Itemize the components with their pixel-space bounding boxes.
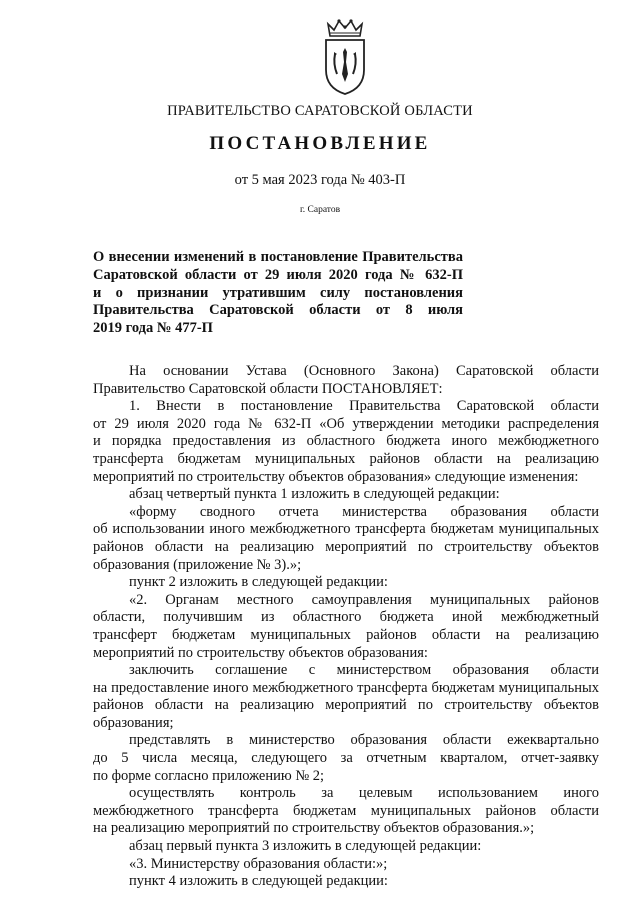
title-line: и о признании утратившим силу постановления: [93, 284, 463, 301]
body-line: Правительство Саратовской области ПОСТАНОВЛЯЕТ:: [93, 380, 443, 397]
body-line: заключить соглашение с министерством образования области: [129, 662, 599, 679]
document-city: г. Саратов: [299, 205, 341, 215]
body-line: «2. Органам местного самоуправления муниципальных районов: [129, 591, 599, 608]
body-line: пункт 2 изложить в следующей редакции:: [129, 574, 388, 591]
saratov-coat-of-arms-icon: [322, 18, 368, 96]
document-date-number: от 5 мая 2023 года № 403-П: [234, 172, 406, 188]
document-type: ПОСТАНОВЛЕНИЕ: [209, 133, 431, 154]
body-line: области, получившим из областного бюджета иной межбюджетный: [93, 609, 599, 626]
body-line: пункт 4 изложить в следующей редакции:: [129, 873, 388, 890]
body-line: от 29 июля 2020 года № 632-П «Об утверждении методики распределения: [93, 415, 599, 432]
body-line: образования;: [93, 714, 174, 731]
title-line: Саратовской области от 29 июля 2020 года № 632-П: [93, 266, 463, 283]
body-line: «3. Министерству образования области:»;: [129, 855, 388, 872]
body-line: абзац первый пункта 3 изложить в следующей редакции:: [129, 838, 482, 855]
body-line: образования (приложение № 3).»;: [93, 556, 302, 573]
body-line: об использовании иного межбюджетного трансферта бюджетам муниципальных: [93, 521, 599, 538]
body-line: на реализацию мероприятий по строительству объектов образования.»;: [93, 820, 535, 837]
title-line: Правительства Саратовской области от 8 июля: [93, 302, 463, 319]
organization-name: ПРАВИТЕЛЬСТВО САРАТОВСКОЙ ОБЛАСТИ: [167, 103, 473, 119]
document-title: [93, 249, 463, 338]
body-line: межбюджетного трансферта бюджетам муниципальных районов области: [93, 802, 599, 819]
body-line: до 5 числа месяца, следующего за отчетным кварталом, отчет-заявку: [93, 750, 599, 767]
body-line: районов области на реализацию мероприятий по строительству объектов: [93, 538, 599, 555]
body-line: представлять в министерство образования области ежеквартально: [129, 732, 599, 749]
body-line: трансферта бюджетам муниципальных районов области на реализацию: [93, 450, 599, 467]
body-line: по форме согласно приложению № 2;: [93, 767, 325, 784]
body-line: 1. Внести в постановление Правительства Саратовской области: [129, 398, 599, 415]
body-line: районов области на реализацию мероприятий по строительству объектов: [93, 697, 599, 714]
body-line: осуществлять контроль за целевым использованием иного: [129, 785, 599, 802]
title-line: О внесении изменений в постановление Правительства: [93, 249, 463, 265]
document-body: [93, 363, 599, 891]
body-line: абзац четвертый пункта 1 изложить в следующей редакции:: [129, 486, 500, 503]
body-line: мероприятий по строительству объектов образования» следующие изменения:: [93, 468, 579, 485]
body-line: на предоставление иного межбюджетного трансферта бюджетам муниципальных: [93, 679, 599, 696]
title-line: 2019 года № 477-П: [93, 320, 213, 337]
body-line: «форму сводного отчета министерства образования области: [129, 503, 599, 520]
body-line: На основании Устава (Основного Закона) Саратовской области: [129, 363, 599, 379]
body-line: мероприятий по строительству объектов образования:: [93, 644, 428, 661]
body-line: трансферт бюджетам муниципальных районов области на реализацию: [93, 626, 599, 643]
body-line: и порядка предоставления из областного бюджета иного межбюджетного: [93, 433, 599, 450]
